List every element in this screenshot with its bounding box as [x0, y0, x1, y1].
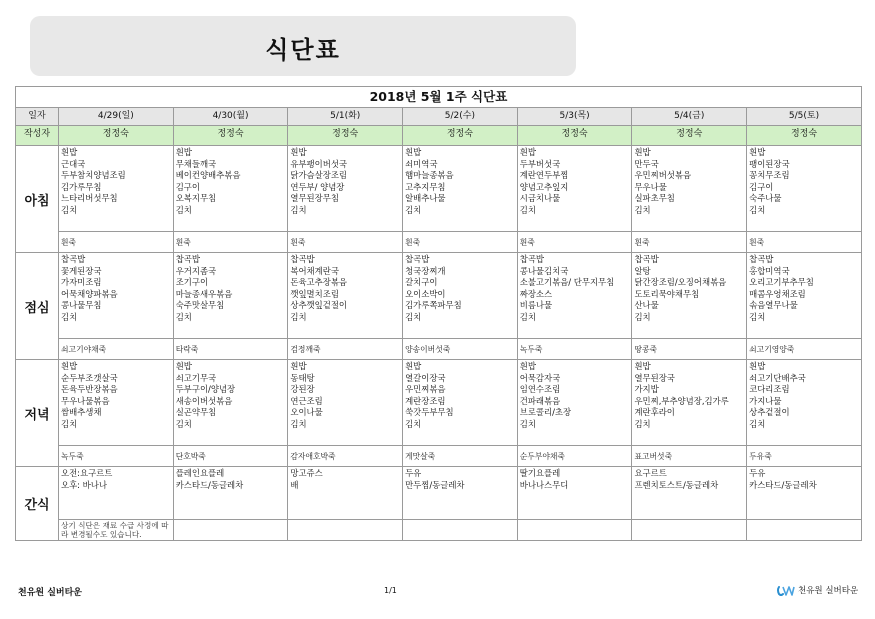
author-label: 작성자 — [16, 126, 59, 146]
meal-row — [16, 360, 862, 446]
menu-item: 찹곡밥 — [519, 254, 545, 264]
menu-item: 고추지무침 — [405, 181, 446, 192]
menu-item: 흰밥 — [175, 361, 192, 371]
menu-cell — [632, 253, 747, 339]
menu-item: 상추겉절이 — [749, 407, 790, 418]
day-header: 5/4(금) — [632, 108, 747, 126]
menu-item: 오복지무침 — [175, 193, 217, 204]
menu-item: 코다리조림 — [749, 384, 790, 395]
snack-cell — [173, 467, 288, 520]
author-name: 정정숙 — [288, 126, 403, 146]
menu-item: 무채들깨국 — [175, 158, 217, 169]
porridge-cell: 단호박죽 — [173, 446, 288, 467]
menu-item: 김치 — [61, 204, 78, 215]
day-header-label: 일자 — [16, 108, 59, 126]
menu-cell — [403, 253, 518, 339]
menu-item: 오리고기부추무침 — [749, 277, 814, 288]
menu-item: 김치 — [175, 311, 192, 322]
menu-cell — [59, 146, 174, 232]
menu-item: 김치 — [175, 418, 192, 429]
menu-item: 베이컨양배추볶음 — [175, 170, 241, 181]
menu-item: 흰밥 — [61, 147, 78, 157]
snack-item: 두유 — [405, 468, 422, 478]
menu-item: 열갈이장국 — [405, 372, 446, 383]
menu-cell — [517, 146, 632, 232]
day-header: 4/29(일) — [59, 108, 174, 126]
porridge-cell: 검정깨죽 — [288, 339, 403, 360]
menu-item: 김치 — [519, 311, 536, 322]
snack-item: 두유 — [749, 468, 766, 478]
menu-item: 무우나물 — [634, 181, 667, 192]
menu-item: 흰밥 — [290, 361, 307, 371]
menu-item: 흰밥 — [405, 361, 422, 371]
menu-item: 흰밥 — [519, 147, 536, 157]
snack-item: 카스타드/동글레차 — [749, 479, 817, 490]
notice-row — [16, 520, 862, 541]
menu-cell — [173, 146, 288, 232]
meal-label: 점심 — [16, 253, 59, 360]
menu-item: 김치 — [405, 204, 422, 215]
menu-item: 닭가슴살장조림 — [290, 170, 348, 181]
menu-item: 김치 — [749, 204, 766, 215]
snack-item: 프렌치토스트/동글레차 — [634, 479, 719, 490]
meal-row — [16, 253, 862, 339]
porridge-cell: 게맛살죽 — [403, 446, 518, 467]
snack-row — [16, 467, 862, 520]
menu-item: 김치 — [405, 418, 422, 429]
menu-item: 홍합미역국 — [749, 265, 790, 276]
menu-item: 복어채계란국 — [290, 265, 339, 276]
menu-item: 숙주맛살무침 — [175, 300, 225, 311]
author-name: 정정숙 — [632, 126, 747, 146]
table-title-row — [16, 87, 862, 108]
menu-cell — [173, 360, 288, 446]
snack-item: 오전:요구르트 — [61, 468, 113, 478]
snack-cell — [288, 467, 403, 520]
menu-item: 김치 — [405, 311, 422, 322]
author-row — [16, 126, 862, 146]
menu-item: 찹곡밥 — [290, 254, 315, 264]
menu-item: 열무된장무침 — [290, 193, 339, 204]
menu-cell — [517, 253, 632, 339]
porridge-cell: 순두부야채죽 — [517, 446, 632, 467]
menu-item: 흰밥 — [519, 361, 536, 371]
menu-item: 흰밥 — [175, 147, 192, 157]
day-header: 5/1(화) — [288, 108, 403, 126]
logo-text: 천유원 실버타운 — [798, 586, 859, 596]
menu-item: 마늘종새우볶음 — [175, 288, 233, 299]
menu-item: 소불고기볶음/ 단무지무침 — [519, 277, 615, 288]
menu-item: 시금치나물 — [519, 193, 561, 204]
menu-item: 건파래볶음 — [519, 395, 561, 406]
menu-item: 햄마늘종볶음 — [405, 170, 454, 181]
snack-label: 간식 — [16, 467, 59, 541]
menu-item: 김가루무침 — [61, 181, 102, 192]
porridge-row — [16, 446, 862, 467]
day-header-row — [16, 108, 862, 126]
menu-item: 김치 — [634, 311, 651, 322]
menu-item: 흰밥 — [634, 361, 651, 371]
empty-cell — [517, 520, 632, 541]
porridge-cell: 양송이버섯죽 — [403, 339, 518, 360]
menu-item: 계란연두부찜 — [519, 170, 569, 181]
footer-org: 천유원 실버타운 — [18, 588, 82, 598]
porridge-cell: 쇠고기영양죽 — [747, 339, 862, 360]
notice-text: 상기 식단은 재료 수급 사정에 따라 변경될수도 있습니다. — [59, 520, 174, 541]
menu-item: 실파초무침 — [634, 193, 675, 204]
menu-cell — [59, 253, 174, 339]
menu-item: 꽃게된장국 — [61, 265, 102, 276]
day-header: 5/5(토) — [747, 108, 862, 126]
menu-item: 임연수조림 — [519, 384, 561, 395]
porridge-cell: 녹두죽 — [59, 446, 174, 467]
menu-item: 계란장조림 — [405, 395, 446, 406]
menu-cell — [59, 360, 174, 446]
menu-item: 계란후라이 — [634, 407, 675, 418]
menu-item: 우거지좀국 — [175, 265, 217, 276]
porridge-cell: 쇠고기야채죽 — [59, 339, 174, 360]
menu-item: 김치 — [61, 311, 78, 322]
empty-cell — [173, 520, 288, 541]
menu-item: 매콤우엉채조림 — [749, 288, 806, 299]
menu-item: 김치 — [634, 204, 651, 215]
menu-item: 흰밥 — [634, 147, 651, 157]
snack-item: 오후: 바나나 — [61, 479, 107, 490]
menu-item: 연두부/ 양념장 — [290, 181, 345, 192]
snack-item: 배 — [290, 479, 299, 490]
snack-cell — [632, 467, 747, 520]
menu-item: 어묵채양파볶음 — [61, 288, 118, 299]
menu-item: 산나물 — [634, 300, 659, 311]
menu-item: 양념고추잎지 — [519, 181, 569, 192]
title-banner — [30, 16, 576, 76]
menu-item: 갈치구이 — [405, 277, 438, 288]
author-name: 정정숙 — [517, 126, 632, 146]
menu-item: 팽이된장국 — [749, 158, 790, 169]
menu-item: 돈육고추장볶음 — [290, 277, 348, 288]
day-header: 4/30(월) — [173, 108, 288, 126]
porridge-row — [16, 339, 862, 360]
porridge-cell: 타락죽 — [173, 339, 288, 360]
page-number: 1/1 — [384, 586, 397, 595]
menu-item: 강된장 — [290, 384, 315, 395]
menu-item: 도토리묵야채무침 — [634, 288, 700, 299]
menu-item: 두부구이/양념장 — [175, 384, 236, 395]
company-logo — [776, 583, 858, 597]
menu-item: 김치 — [290, 418, 307, 429]
menu-cell — [288, 360, 403, 446]
menu-item: 흰밥 — [290, 147, 307, 157]
menu-item: 흰밥 — [749, 361, 766, 371]
snack-cell — [517, 467, 632, 520]
menu-item: 흰밥 — [749, 147, 766, 157]
menu-item: 김치 — [519, 204, 536, 215]
meal-label: 아침 — [16, 146, 59, 253]
menu-item: 가자미조림 — [61, 277, 102, 288]
snack-item: 바나나스무디 — [519, 479, 569, 490]
porridge-cell: 흰죽 — [747, 232, 862, 253]
menu-item: 찹곡밥 — [749, 254, 774, 264]
menu-item: 흰밥 — [61, 361, 78, 371]
menu-cell — [632, 360, 747, 446]
menu-item: 어묵감자국 — [519, 372, 561, 383]
menu-item: 두부버섯국 — [519, 158, 561, 169]
author-name: 정정숙 — [403, 126, 518, 146]
menu-item: 가지나물 — [749, 395, 782, 406]
menu-item: 새송이버섯볶음 — [175, 395, 233, 406]
menu-item: 유부팽이버섯국 — [290, 158, 348, 169]
porridge-cell: 흰죽 — [288, 232, 403, 253]
menu-item: 닭간장조림/오징어채볶음 — [634, 277, 727, 288]
menu-item: 오이소박이 — [405, 288, 446, 299]
menu-item: 꽁치무조림 — [749, 170, 790, 181]
menu-item: 순두부조갯살국 — [61, 372, 118, 383]
menu-item: 느타리버섯무침 — [61, 193, 118, 204]
menu-item: 김치 — [61, 418, 78, 429]
menu-item: 우민찌볶음 — [405, 384, 446, 395]
menu-item: 쇠고기무국 — [175, 372, 217, 383]
day-header: 5/3(목) — [517, 108, 632, 126]
porridge-row — [16, 232, 862, 253]
menu-cell — [747, 146, 862, 232]
menu-item: 김구이 — [175, 181, 200, 192]
menu-item: 김가루쪽파무침 — [405, 300, 462, 311]
menu-table — [15, 86, 862, 541]
menu-item: 김치 — [290, 204, 307, 215]
porridge-cell: 표고버섯죽 — [632, 446, 747, 467]
menu-item: 오이나물 — [290, 407, 323, 418]
menu-item: 돈육두반장볶음 — [61, 384, 118, 395]
author-name: 정정숙 — [747, 126, 862, 146]
meal-label: 저녁 — [16, 360, 59, 467]
menu-item: 알배추나물 — [405, 193, 446, 204]
menu-item: 쑥갓두부무침 — [405, 407, 454, 418]
porridge-cell: 땅콩죽 — [632, 339, 747, 360]
snack-item: 카스타드/동글레차 — [175, 479, 244, 490]
menu-item: 숙주나물 — [749, 193, 782, 204]
menu-item: 비름나물 — [519, 300, 553, 311]
menu-item: 실곤약무침 — [175, 407, 217, 418]
menu-item: 우민찌,부추양념장,김가루 — [634, 395, 729, 406]
menu-item: 김치 — [634, 418, 651, 429]
empty-cell — [403, 520, 518, 541]
menu-item: 솎음열무나물 — [749, 300, 798, 311]
menu-item: 브로콜리/초장 — [519, 407, 572, 418]
day-header: 5/2(수) — [403, 108, 518, 126]
menu-item: 김치 — [749, 311, 766, 322]
menu-item: 콩나물김치국 — [519, 265, 569, 276]
porridge-cell: 흰죽 — [517, 232, 632, 253]
snack-item: 플레인요플레 — [175, 468, 225, 478]
porridge-cell: 흰죽 — [173, 232, 288, 253]
menu-item: 김치 — [749, 418, 766, 429]
menu-item: 흰밥 — [405, 147, 422, 157]
porridge-cell: 녹두죽 — [517, 339, 632, 360]
menu-item: 짜장소스 — [519, 288, 553, 299]
menu-item: 김구이 — [749, 181, 774, 192]
menu-item: 무우나물볶음 — [61, 395, 110, 406]
menu-item: 동태탕 — [290, 372, 315, 383]
menu-item: 열무된장국 — [634, 372, 675, 383]
menu-cell — [747, 360, 862, 446]
menu-item: 연근조림 — [290, 395, 323, 406]
empty-cell — [632, 520, 747, 541]
menu-item: 김치 — [519, 418, 536, 429]
snack-item: 만두찜/동글레차 — [405, 479, 465, 490]
porridge-cell: 흰죽 — [403, 232, 518, 253]
menu-item: 찹곡밥 — [634, 254, 659, 264]
menu-cell — [288, 146, 403, 232]
menu-item: 근대국 — [61, 158, 86, 169]
meal-row — [16, 146, 862, 232]
menu-cell — [288, 253, 403, 339]
menu-item: 두부참치양념조림 — [61, 170, 126, 181]
snack-cell — [747, 467, 862, 520]
menu-item: 찹곡밥 — [61, 254, 86, 264]
author-name: 정정숙 — [59, 126, 174, 146]
menu-cell — [517, 360, 632, 446]
menu-item: 깻잎멸치조림 — [290, 288, 339, 299]
menu-item: 만두국 — [634, 158, 659, 169]
menu-item: 가지밥 — [634, 384, 659, 395]
menu-cell — [173, 253, 288, 339]
menu-item: 조기구이 — [175, 277, 209, 288]
menu-item: 알탕 — [634, 265, 651, 276]
menu-item: 김치 — [175, 204, 192, 215]
snack-item: 딸기요플레 — [519, 468, 561, 478]
menu-cell — [403, 360, 518, 446]
menu-item: 청국장찌개 — [405, 265, 446, 276]
menu-item: 콩나물무침 — [61, 300, 102, 311]
page-title: 식단표 — [265, 36, 341, 64]
menu-item: 쇠고기단배추국 — [749, 372, 806, 383]
menu-item: 찹곡밥 — [405, 254, 430, 264]
menu-item: 쌈배추생채 — [61, 407, 102, 418]
menu-cell — [403, 146, 518, 232]
menu-item: 우민찌버섯볶음 — [634, 170, 692, 181]
empty-cell — [288, 520, 403, 541]
menu-cell — [747, 253, 862, 339]
menu-item: 상추깻잎겉절이 — [290, 300, 348, 311]
author-name: 정정숙 — [173, 126, 288, 146]
porridge-cell: 감자애호박죽 — [288, 446, 403, 467]
menu-item: 쇠미역국 — [405, 158, 438, 169]
snack-cell — [59, 467, 174, 520]
snack-cell — [403, 467, 518, 520]
porridge-cell: 두유죽 — [747, 446, 862, 467]
snack-item: 망고쥬스 — [290, 468, 323, 478]
menu-item: 김치 — [290, 311, 307, 322]
menu-cell — [632, 146, 747, 232]
logo-mark-icon — [776, 583, 796, 597]
porridge-cell: 흰죽 — [632, 232, 747, 253]
empty-cell — [747, 520, 862, 541]
porridge-cell: 흰죽 — [59, 232, 174, 253]
table-title: 2018년 5월 1주 식단표 — [16, 87, 862, 108]
snack-item: 요구르트 — [634, 468, 667, 478]
menu-item: 찹곡밥 — [175, 254, 200, 264]
